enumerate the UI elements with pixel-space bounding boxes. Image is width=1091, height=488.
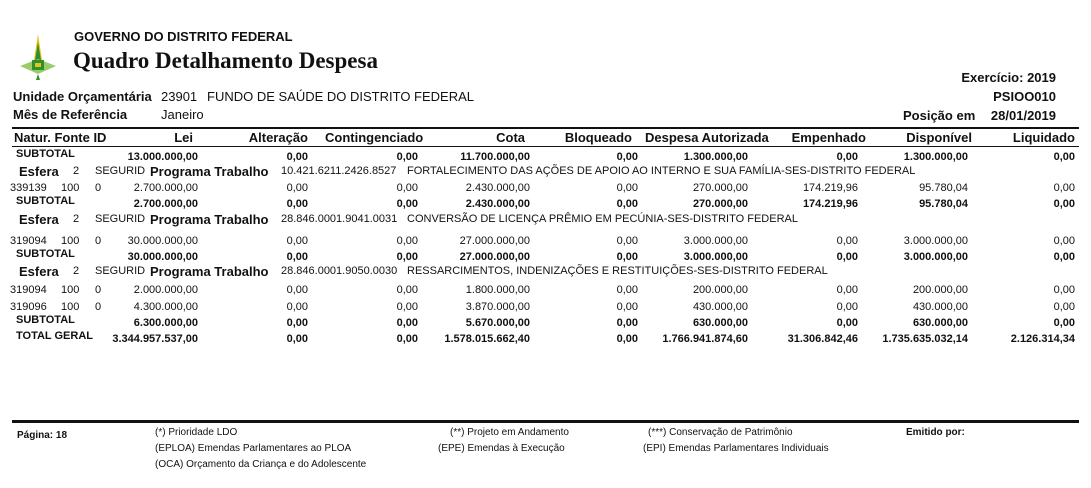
unidade-code: 23901 [161,89,198,104]
cell-value: 27.000.000,00 [459,235,530,247]
fonte: 100 [61,235,80,247]
cell-value: 3.000.000,00 [683,251,748,263]
segment: SEGURID [95,213,146,225]
programa-trabalho-label: Programa Trabalho [150,212,269,227]
page-number: Página: 18 [17,430,68,441]
cell-value: 430.000,00 [692,301,748,313]
cell-value: 0,00 [1053,235,1075,247]
programa-trabalho-desc: CONVERSÃO DE LICENÇA PRÊMIO EM PECÚNIA-SES-DISTRITO FEDERAL [407,213,798,225]
cell-value: 0,00 [396,198,418,210]
esfera-value: 2 [73,213,80,225]
cell-value: 0,00 [616,198,638,210]
cell-value: 0,00 [616,317,638,329]
column-header: Empenhado [791,130,866,145]
cell-value: 0,00 [616,284,638,296]
column-header: Contingenciado [325,130,424,145]
cell-value: 0,00 [286,198,308,210]
programa-trabalho-code: 10.421.6211.2426.8527 [281,165,397,177]
cell-value: 13.000.000,00 [127,151,198,163]
cell-value: 0,00 [1053,251,1075,263]
cell-value: 27.000.000,00 [459,251,530,263]
column-header: Bloqueado [564,130,632,145]
cell-value: 0,00 [836,284,858,296]
report-title: Quadro Detalhamento Despesa [73,48,378,73]
cell-value: 0,00 [616,151,638,163]
cell-value: 174.219,96 [802,198,858,210]
natureza: 339139 [10,182,47,194]
cell-value: 0,00 [1053,317,1075,329]
cell-value: 0,00 [616,301,638,313]
id: 0 [95,235,102,247]
id: 0 [95,301,102,313]
cell-value: 0,00 [286,182,308,194]
cell-value: 2.700.000,00 [133,182,198,194]
cell-value: 200.000,00 [692,284,748,296]
footer-note: (**) Projeto em Andamento [450,427,569,438]
unidade-label: Unidade Orçamentária [13,89,152,104]
cell-value: 0,00 [1053,301,1075,313]
cell-value: 3.000.000,00 [903,251,968,263]
programa-trabalho-label: Programa Trabalho [150,264,269,279]
subtotal-label: SUBTOTAL [16,148,75,160]
cell-value: 0,00 [286,251,308,263]
subtotal-label: SUBTOTAL [16,195,75,207]
cell-value: 0,00 [1053,284,1075,296]
subtotal-label: SUBTOTAL [16,314,75,326]
footer-note: (***) Conservação de Patrimônio [648,427,793,438]
cell-value: 3.870.000,00 [465,301,530,313]
footer-note: (EPLOA) Emendas Parlamentares ao PLOA [155,443,352,454]
cell-value: 95.780,04 [919,198,968,210]
cell-value: 0,00 [616,251,638,263]
total-geral-label: TOTAL GERAL [16,330,93,342]
esfera-label: Esfera [19,264,59,279]
cell-value: 0,00 [286,235,308,247]
cell-value: 31.306.842,46 [787,333,858,345]
cell-value: 0,00 [396,251,418,263]
gdf-logo [18,32,58,82]
cell-value: 0,00 [286,333,308,345]
cell-value: 0,00 [1053,151,1075,163]
cell-value: 30.000.000,00 [127,235,198,247]
cell-value: 200.000,00 [912,284,968,296]
subtotal-label: SUBTOTAL [16,248,75,260]
segment: SEGURID [95,165,146,177]
mes-label: Mês de Referência [13,107,128,122]
posicao-label: Posição em [903,108,976,123]
footer-note: (*) Prioridade LDO [155,427,238,438]
esfera-value: 2 [73,265,80,277]
cell-value: 0,00 [836,301,858,313]
fonte: 100 [61,284,80,296]
divider [12,146,1079,147]
cell-value: 2.700.000,00 [133,198,198,210]
esfera-label: Esfera [19,212,59,227]
cell-value: 0,00 [396,301,418,313]
fonte: 100 [61,182,80,194]
programa-trabalho-desc: FORTALECIMENTO DAS AÇÕES DE APOIO AO INTERNO E SUA FAMÍLIA-SES-DISTRITO FEDERAL [407,165,916,177]
cell-value: 0,00 [1053,182,1075,194]
column-header: Despesa Autorizada [645,130,769,145]
cell-value: 3.000.000,00 [683,235,748,247]
cell-value: 270.000,00 [692,198,748,210]
esfera-label: Esfera [19,164,59,179]
footer-note: (EPE) Emendas à Execução [438,443,565,454]
natureza: 319094 [10,235,47,247]
cell-value: 0,00 [836,317,858,329]
cell-value: 0,00 [1053,198,1075,210]
cell-value: 0,00 [396,235,418,247]
cell-value: 5.670.000,00 [465,317,530,329]
cell-value: 11.700.000,00 [460,151,530,163]
cell-value: 0,00 [836,251,858,263]
divider [12,127,1079,129]
fonte: 100 [61,301,80,313]
column-header: Disponível [906,130,972,145]
cell-value: 3.344.957.537,00 [112,333,198,345]
cell-value: 2.000.000,00 [133,284,198,296]
id: 0 [95,284,102,296]
column-header: Natur. Fonte ID [14,130,107,145]
id: 0 [95,182,102,194]
programa-trabalho-code: 28.846.0001.9041.0031 [281,213,398,225]
cell-value: 30.000.000,00 [127,251,198,263]
cell-value: 0,00 [286,284,308,296]
cell-value: 1.300.000,00 [683,151,748,163]
segment: SEGURID [95,265,146,277]
cell-value: 630.000,00 [692,317,748,329]
natureza: 319096 [10,301,47,313]
cell-value: 1.300.000,00 [903,151,968,163]
column-header: Liquidado [1012,130,1075,145]
footer-divider [12,420,1079,423]
cell-value: 1.578.015.662,40 [444,333,530,345]
posicao-date: 28/01/2019 [990,108,1056,123]
programa-trabalho-label: Programa Trabalho [150,164,269,179]
programa-trabalho-code: 28.846.0001.9050.0030 [281,265,398,277]
cell-value: 95.780,04 [919,182,968,194]
cell-value: 0,00 [396,182,418,194]
column-header: Lei [174,130,193,145]
natureza: 319094 [10,284,47,296]
programa-trabalho-desc: RESSARCIMENTOS, INDENIZAÇÕES E RESTITUIÇÕES-SES-DISTRITO FEDERAL [407,265,828,277]
cell-value: 430.000,00 [912,301,968,313]
cell-value: 0,00 [396,284,418,296]
exercicio: Exercício: 2019 [961,70,1056,85]
cell-value: 630.000,00 [912,317,968,329]
mes-value: Janeiro [161,107,204,122]
cell-value: 0,00 [396,317,418,329]
footer-note: (OCA) Orçamento da Criança e do Adolescente [155,459,367,470]
cell-value: 1.800.000,00 [465,284,530,296]
report-code: PSIOO010 [993,89,1056,104]
cell-value: 3.000.000,00 [903,235,968,247]
cell-value: 4.300.000,00 [133,301,198,313]
cell-value: 0,00 [616,235,638,247]
cell-value: 2.126.314,34 [1010,333,1075,345]
cell-value: 0,00 [836,151,858,163]
cell-value: 0,00 [396,151,418,163]
cell-value: 0,00 [396,333,418,345]
government-name: GOVERNO DO DISTRITO FEDERAL [74,29,293,44]
esfera-value: 2 [73,165,80,177]
cell-value: 1.766.941.874,60 [662,333,748,345]
cell-value: 2.430.000,00 [465,182,530,194]
cell-value: 0,00 [836,235,858,247]
cell-value: 1.735.635.032,14 [882,333,968,345]
column-header: Alteração [248,130,308,145]
column-header: Cota [496,130,525,145]
cell-value: 2.430.000,00 [465,198,530,210]
cell-value: 0,00 [616,182,638,194]
footer-note: (EPI) Emendas Parlamentares Individuais [643,443,829,454]
cell-value: 0,00 [616,333,638,345]
cell-value: 174.219,96 [802,182,858,194]
unidade-name: FUNDO DE SAÚDE DO DISTRITO FEDERAL [207,89,475,104]
cell-value: 0,00 [286,301,308,313]
cell-value: 270.000,00 [692,182,748,194]
cell-value: 0,00 [286,317,308,329]
cell-value: 0,00 [286,151,308,163]
emitido-por: Emitido por: [906,427,965,438]
cell-value: 6.300.000,00 [133,317,198,329]
